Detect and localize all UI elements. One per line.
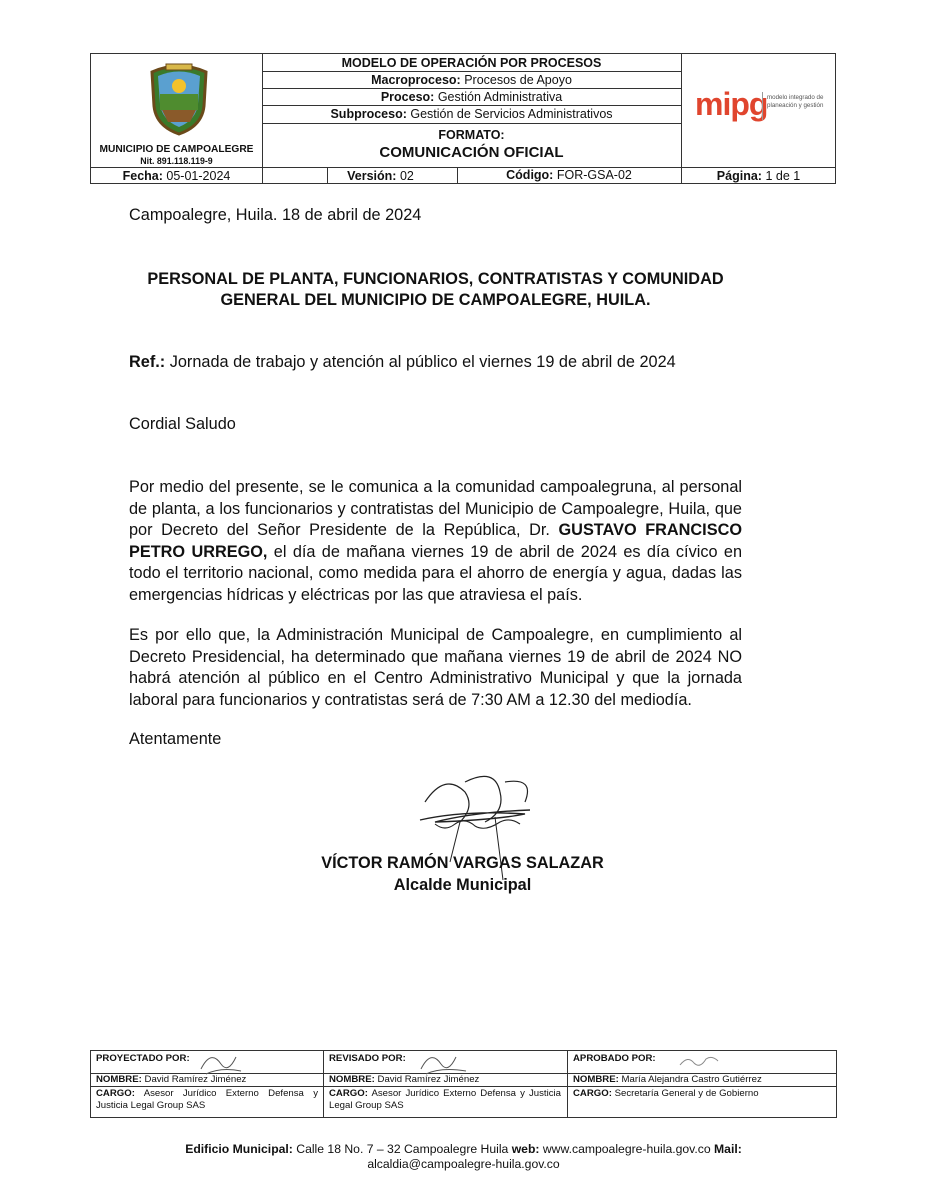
subproceso-label: Subproceso: bbox=[330, 107, 407, 121]
proceso-value: Gestión Administrativa bbox=[437, 90, 563, 104]
president-name: GUSTAVO FRANCISCO PETRO URREGO, bbox=[129, 521, 742, 561]
municipality-nit: Nit. 891.118.119-9 bbox=[140, 156, 213, 166]
mipg-logo-subtitle: modelo integrado de planeación y gestión bbox=[767, 94, 824, 109]
aprobado-label: APROBADO POR: bbox=[573, 1053, 656, 1064]
municipality-name: MUNICIPIO DE CAMPOALEGRE bbox=[99, 144, 254, 155]
pagina-value: 1 de 1 bbox=[765, 169, 801, 183]
subproceso-value: Gestión de Servicios Administrativos bbox=[410, 107, 613, 121]
revisado-cargo: Asesor Jurídico Externo Defensa y Justicia Legal Group SAS bbox=[329, 1088, 561, 1111]
version-value: 02 bbox=[399, 169, 414, 183]
codigo-cell bbox=[457, 168, 681, 182]
footer-web-link[interactable]: www.campoalegre-huila.gov.co bbox=[539, 1142, 715, 1156]
ref-label: Ref.: bbox=[129, 353, 166, 371]
paragraph-1 bbox=[129, 477, 742, 606]
ref-text: Jornada de trabajo y atención al público el viernes 19 de abril de 2024 bbox=[165, 353, 676, 371]
formato-value: COMUNICACIÓN OFICIAL bbox=[379, 144, 564, 161]
mipg-logo bbox=[695, 86, 835, 130]
addressee-line-1: PERSONAL DE PLANTA, FUNCIONARIOS, CONTRATISTAS Y COMUNIDAD bbox=[147, 270, 724, 288]
initials-aprobado-icon bbox=[676, 1051, 721, 1073]
footer-mail-link[interactable]: alcaldia@campoalegre-huila.gov.co bbox=[367, 1157, 560, 1171]
paragraph-1-end: el día de mañana viernes 19 de abril de 2024 es día cívico en todo el territorio nacional, como medida para el ahorro de energía y agua, dadas las emergencias hídricas y eléctricas por las que atraviesa el país. bbox=[129, 542, 742, 604]
aprobado-nombre: María Alejandra Castro Gutiérrez bbox=[621, 1074, 762, 1085]
model-title: MODELO DE OPERACIÓN POR PROCESOS bbox=[341, 56, 602, 70]
edificio-label: Edificio Municipal: bbox=[185, 1142, 293, 1156]
fecha-label: Fecha: bbox=[122, 169, 163, 183]
signer-title: Alcalde Municipal bbox=[393, 876, 532, 894]
addressee-line-2: GENERAL DEL MUNICIPIO DE CAMPOALEGRE, HUILA. bbox=[220, 291, 651, 309]
macroproceso-row bbox=[262, 73, 681, 87]
aprobado-cargo: Secretaría General y de Gobierno bbox=[614, 1088, 759, 1099]
proyectado-cargo-row bbox=[96, 1088, 318, 1112]
revisado-label: REVISADO POR: bbox=[329, 1053, 406, 1064]
document-header-table bbox=[90, 53, 836, 184]
nombre-label-2: NOMBRE: bbox=[329, 1074, 375, 1085]
signer-name: VÍCTOR RAMÓN VARGAS SALAZAR bbox=[321, 854, 604, 872]
codigo-label: Código: bbox=[506, 168, 554, 182]
revisado-nombre-row bbox=[329, 1074, 479, 1086]
paragraph-1-start: Por medio del presente, se le comunica a la comunidad campoalegruna, al personal de planta, a los funcionarios y contratistas del Municipio de Campoalegre, Huila, que por Decreto del Señor Presidente de la República, Dr. bbox=[129, 478, 742, 539]
subproceso-row bbox=[262, 107, 681, 121]
cargo-label-1: CARGO: bbox=[96, 1088, 135, 1099]
addressee bbox=[129, 269, 742, 311]
place-date: Campoalegre, Huila. 18 de abril de 2024 bbox=[129, 206, 422, 224]
fecha-cell bbox=[91, 169, 262, 183]
nombre-label-1: NOMBRE: bbox=[96, 1074, 142, 1085]
greeting: Cordial Saludo bbox=[129, 415, 236, 433]
municipality-shield-icon bbox=[146, 60, 212, 136]
macroproceso-value: Procesos de Apoyo bbox=[464, 73, 572, 87]
mipg-logo-text: mipg bbox=[695, 86, 768, 122]
paragraph-2: Es por ello que, la Administración Municipal de Campoalegre, en cumplimiento al Decreto Presidencial, ha determinado que mañana viernes 19 de abril de 2024 NO habrá atención al público en el Centro Administrativo Municipal y que la jornada laboral para funcionarios y contratistas será de 7:30 AM a 12.30 del mediodía. bbox=[129, 626, 742, 709]
cargo-label-3: CARGO: bbox=[573, 1088, 612, 1099]
web-label: web: bbox=[511, 1142, 540, 1156]
proyectado-label: PROYECTADO POR: bbox=[96, 1053, 190, 1064]
cargo-label-2: CARGO: bbox=[329, 1088, 368, 1099]
nombre-label-3: NOMBRE: bbox=[573, 1074, 619, 1085]
approvals-table bbox=[90, 1050, 837, 1118]
pagina-label: Página: bbox=[716, 169, 762, 183]
revisado-cargo-row bbox=[329, 1088, 561, 1112]
fecha-value: 05-01-2024 bbox=[166, 169, 231, 183]
proceso-row bbox=[262, 90, 681, 104]
proyectado-nombre-row bbox=[96, 1074, 246, 1086]
formato-label: FORMATO: bbox=[438, 128, 505, 142]
revisado-nombre: David Ramírez Jiménez bbox=[377, 1074, 480, 1085]
signer-block bbox=[250, 852, 675, 896]
proyectado-nombre: David Ramírez Jiménez bbox=[144, 1074, 247, 1085]
page-footer bbox=[150, 1142, 777, 1172]
aprobado-nombre-row bbox=[573, 1074, 762, 1086]
macroproceso-label: Macroproceso: bbox=[371, 73, 461, 87]
version-label: Versión: bbox=[347, 169, 397, 183]
aprobado-cargo-row bbox=[573, 1088, 759, 1100]
proyectado-cargo: Asesor Jurídico Externo Defensa y Justicia Legal Group SAS bbox=[96, 1088, 318, 1111]
reference-line bbox=[129, 352, 742, 374]
footer-address: Calle 18 No. 7 – 32 Campoalegre Huila bbox=[292, 1142, 512, 1156]
mail-label: Mail: bbox=[714, 1142, 742, 1156]
closing: Atentamente bbox=[129, 730, 222, 748]
codigo-value: FOR-GSA-02 bbox=[556, 168, 632, 182]
pagina-cell bbox=[681, 169, 836, 183]
proceso-label: Proceso: bbox=[380, 90, 435, 104]
